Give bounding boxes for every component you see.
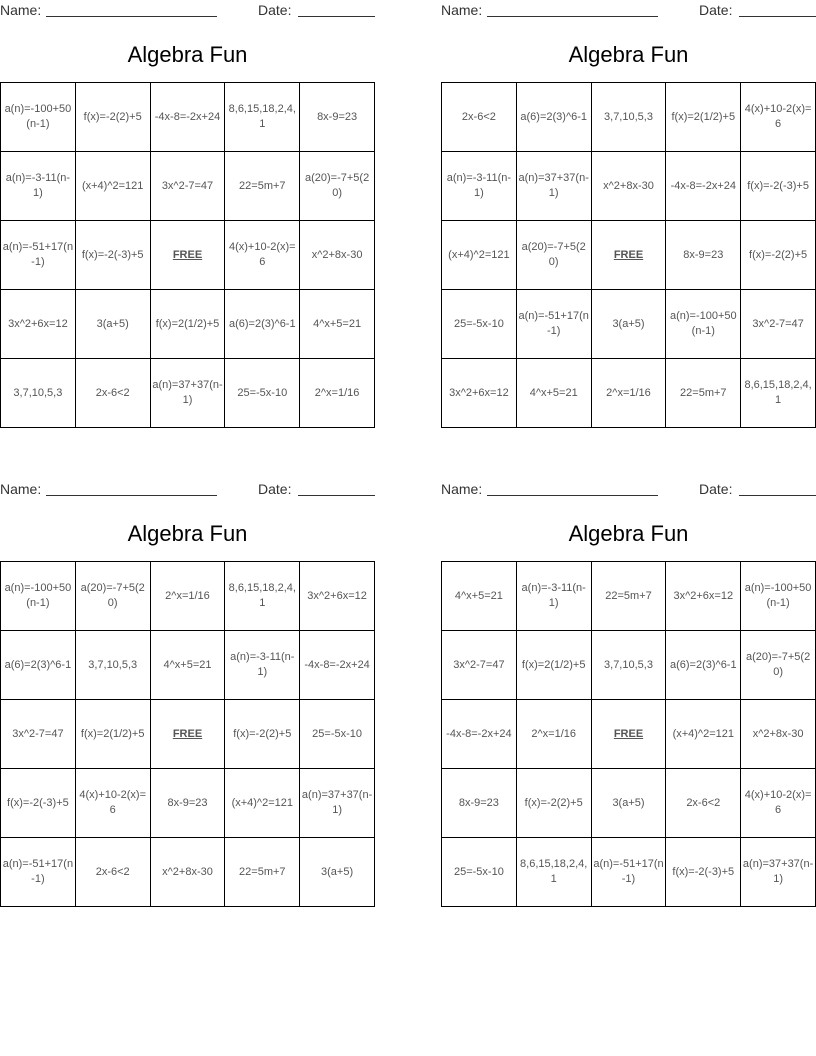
bingo-grid — [0, 561, 375, 907]
bingo-cell: a(n)=-51+17(n-1) — [1, 838, 76, 907]
free-space: FREE — [591, 221, 666, 290]
bingo-cell: 4(x)+10-2(x)=6 — [741, 83, 816, 152]
date-label: Date: — [699, 2, 733, 18]
bingo-cell: a(6)=2(3)^6-1 — [666, 631, 741, 700]
bingo-cell: -4x-8=-2x+24 — [150, 83, 225, 152]
name-date-row — [441, 0, 816, 22]
bingo-cell: 4^x+5=21 — [300, 290, 375, 359]
name-label: Name: — [441, 2, 483, 18]
bingo-cell: f(x)=2(1/2)+5 — [516, 631, 591, 700]
bingo-cell: 25=-5x-10 — [442, 838, 517, 907]
bingo-cell: 22=5m+7 — [666, 359, 741, 428]
bingo-cell: -4x-8=-2x+24 — [666, 152, 741, 221]
bingo-cell: a(n)=37+37(n-1) — [516, 152, 591, 221]
name-label: Name: — [0, 2, 42, 18]
bingo-cell: 4(x)+10-2(x)=6 — [741, 769, 816, 838]
bingo-cell: -4x-8=-2x+24 — [442, 700, 517, 769]
name-date-row — [0, 479, 375, 501]
bingo-cell: a(n)=-3-11(n-1) — [442, 152, 517, 221]
date-line — [298, 16, 375, 17]
bingo-cell: 2^x=1/16 — [300, 359, 375, 428]
grid-row — [442, 290, 816, 359]
bingo-cell: (x+4)^2=121 — [225, 769, 300, 838]
card-title: Algebra Fun — [568, 42, 689, 67]
bingo-cell: (x+4)^2=121 — [442, 221, 517, 290]
grid-row — [1, 359, 375, 428]
free-space: FREE — [150, 700, 225, 769]
bingo-cell: (x+4)^2=121 — [75, 152, 150, 221]
name-date-row — [0, 0, 375, 22]
bingo-cell: f(x)=2(1/2)+5 — [150, 290, 225, 359]
bingo-cell: 22=5m+7 — [225, 152, 300, 221]
bingo-cell: 3(a+5) — [591, 290, 666, 359]
date-label: Date: — [699, 481, 733, 497]
grid-row — [1, 700, 375, 769]
bingo-cell: 8x-9=23 — [300, 83, 375, 152]
bingo-cell: f(x)=2(1/2)+5 — [75, 700, 150, 769]
bingo-cell: 3x^2-7=47 — [150, 152, 225, 221]
bingo-cell: 8x-9=23 — [442, 769, 517, 838]
card-title: Algebra Fun — [127, 521, 248, 546]
card-title: Algebra Fun — [568, 521, 689, 546]
bingo-cell: 8,6,15,18,2,4,1 — [225, 83, 300, 152]
bingo-cell: a(20)=-7+5(20) — [516, 221, 591, 290]
grid-row — [442, 152, 816, 221]
bingo-cell: a(n)=-3-11(n-1) — [1, 152, 76, 221]
bingo-cell: 2^x=1/16 — [516, 700, 591, 769]
name-line — [46, 16, 217, 17]
grid-row — [442, 631, 816, 700]
grid-row — [442, 221, 816, 290]
bingo-grid — [441, 82, 816, 428]
bingo-cell: a(20)=-7+5(20) — [300, 152, 375, 221]
bingo-cell: f(x)=2(1/2)+5 — [666, 83, 741, 152]
bingo-cell: 2x-6<2 — [75, 359, 150, 428]
bingo-cell: a(n)=37+37(n-1) — [150, 359, 225, 428]
grid-row — [1, 838, 375, 907]
bingo-cell: 8x-9=23 — [666, 221, 741, 290]
bingo-cell: (x+4)^2=121 — [666, 700, 741, 769]
bingo-cell: x^2+8x-30 — [150, 838, 225, 907]
bingo-cell: f(x)=-2(-3)+5 — [666, 838, 741, 907]
grid-row — [442, 562, 816, 631]
grid-row — [442, 700, 816, 769]
grid-row — [442, 838, 816, 907]
bingo-cell: 3(a+5) — [75, 290, 150, 359]
bingo-cell: 22=5m+7 — [591, 562, 666, 631]
grid-row — [442, 83, 816, 152]
date-label: Date: — [258, 2, 292, 18]
bingo-cell: 3x^2+6x=12 — [666, 562, 741, 631]
bingo-cell: 3,7,10,5,3 — [591, 631, 666, 700]
bingo-cell: f(x)=-2(-3)+5 — [1, 769, 76, 838]
grid-row — [1, 152, 375, 221]
bingo-cell: -4x-8=-2x+24 — [300, 631, 375, 700]
bingo-cell: 2x-6<2 — [75, 838, 150, 907]
bingo-cell: 2x-6<2 — [442, 83, 517, 152]
bingo-card — [0, 479, 375, 885]
grid-row — [1, 290, 375, 359]
grid-row — [1, 631, 375, 700]
bingo-cell: 3x^2+6x=12 — [1, 290, 76, 359]
bingo-cell: 8,6,15,18,2,4,1 — [741, 359, 816, 428]
bingo-cell: f(x)=-2(2)+5 — [741, 221, 816, 290]
grid-row — [1, 83, 375, 152]
bingo-cell: a(n)=-100+50(n-1) — [1, 83, 76, 152]
date-line — [298, 495, 375, 496]
free-space: FREE — [150, 221, 225, 290]
grid-row — [442, 769, 816, 838]
bingo-cell: 4^x+5=21 — [516, 359, 591, 428]
bingo-cell: a(n)=-51+17(n-1) — [591, 838, 666, 907]
bingo-cell: 3x^2-7=47 — [442, 631, 517, 700]
bingo-cell: a(n)=-100+50(n-1) — [1, 562, 76, 631]
name-label: Name: — [441, 481, 483, 497]
bingo-cell: a(n)=-100+50(n-1) — [666, 290, 741, 359]
bingo-card — [0, 0, 375, 406]
bingo-cell: a(6)=2(3)^6-1 — [1, 631, 76, 700]
date-line — [739, 495, 816, 496]
bingo-cell: 3,7,10,5,3 — [1, 359, 76, 428]
bingo-cell: f(x)=-2(-3)+5 — [75, 221, 150, 290]
bingo-cell: x^2+8x-30 — [741, 700, 816, 769]
bingo-card — [441, 479, 816, 885]
bingo-cell: 25=-5x-10 — [300, 700, 375, 769]
bingo-cell: a(n)=-100+50(n-1) — [741, 562, 816, 631]
bingo-cell: 4(x)+10-2(x)=6 — [75, 769, 150, 838]
bingo-cell: a(6)=2(3)^6-1 — [516, 83, 591, 152]
name-date-row — [441, 479, 816, 501]
bingo-cell: 2x-6<2 — [666, 769, 741, 838]
bingo-cell: a(6)=2(3)^6-1 — [225, 290, 300, 359]
grid-row — [1, 769, 375, 838]
bingo-cell: a(n)=-3-11(n-1) — [516, 562, 591, 631]
bingo-cell: 3,7,10,5,3 — [75, 631, 150, 700]
card-title: Algebra Fun — [127, 42, 248, 67]
bingo-cell: 2^x=1/16 — [150, 562, 225, 631]
bingo-cell: 8x-9=23 — [150, 769, 225, 838]
name-line — [487, 495, 658, 496]
bingo-cell: 25=-5x-10 — [442, 290, 517, 359]
bingo-cell: x^2+8x-30 — [300, 221, 375, 290]
bingo-cell: 25=-5x-10 — [225, 359, 300, 428]
bingo-cell: a(n)=37+37(n-1) — [300, 769, 375, 838]
bingo-cell: 4^x+5=21 — [442, 562, 517, 631]
bingo-cell: a(20)=-7+5(20) — [75, 562, 150, 631]
bingo-cell: a(n)=37+37(n-1) — [741, 838, 816, 907]
grid-row — [442, 359, 816, 428]
grid-row — [1, 221, 375, 290]
bingo-cell: f(x)=-2(-3)+5 — [741, 152, 816, 221]
grid-row — [1, 562, 375, 631]
bingo-cell: 8,6,15,18,2,4,1 — [225, 562, 300, 631]
bingo-card — [441, 0, 816, 406]
name-label: Name: — [0, 481, 42, 497]
bingo-cell: 4^x+5=21 — [150, 631, 225, 700]
bingo-cell: 8,6,15,18,2,4,1 — [516, 838, 591, 907]
name-line — [46, 495, 217, 496]
bingo-cell: a(20)=-7+5(20) — [741, 631, 816, 700]
bingo-cell: x^2+8x-30 — [591, 152, 666, 221]
bingo-cell: 3(a+5) — [591, 769, 666, 838]
bingo-cell: 3x^2+6x=12 — [300, 562, 375, 631]
free-space: FREE — [591, 700, 666, 769]
bingo-cell: f(x)=-2(2)+5 — [516, 769, 591, 838]
bingo-cell: a(n)=-51+17(n-1) — [516, 290, 591, 359]
bingo-grid — [441, 561, 816, 907]
bingo-cell: 4(x)+10-2(x)=6 — [225, 221, 300, 290]
bingo-cell: 3x^2+6x=12 — [442, 359, 517, 428]
name-line — [487, 16, 658, 17]
bingo-cell: 22=5m+7 — [225, 838, 300, 907]
bingo-cell: 2^x=1/16 — [591, 359, 666, 428]
bingo-cell: f(x)=-2(2)+5 — [75, 83, 150, 152]
bingo-cell: 3x^2-7=47 — [741, 290, 816, 359]
date-label: Date: — [258, 481, 292, 497]
bingo-cell: 3(a+5) — [300, 838, 375, 907]
bingo-cell: a(n)=-3-11(n-1) — [225, 631, 300, 700]
bingo-cell: 3x^2-7=47 — [1, 700, 76, 769]
date-line — [739, 16, 816, 17]
bingo-cell: a(n)=-51+17(n-1) — [1, 221, 76, 290]
bingo-cell: 3,7,10,5,3 — [591, 83, 666, 152]
bingo-grid — [0, 82, 375, 428]
bingo-cell: f(x)=-2(2)+5 — [225, 700, 300, 769]
